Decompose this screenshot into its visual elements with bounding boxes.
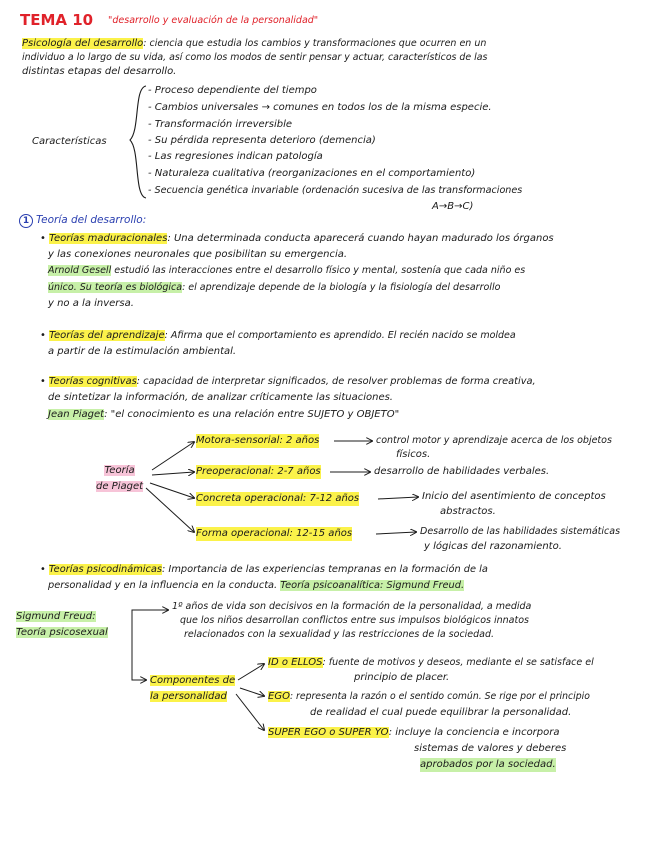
ego-text1: : representa la razón o el sentido común. Se rige por el principio: [289, 691, 590, 702]
stage-2-name: Preoperacional: 2-7 años: [196, 466, 321, 477]
psicodinamicas-text1: : Importancia de las experiencias tempranas en la formación de la: [162, 564, 488, 575]
stage-4-desc1: Desarrollo de las habilidades sistemáticas: [420, 526, 621, 537]
gesell-text: estudió las interacciones entre el desarrollo físico y mental, sostenía que cada niño es: [114, 265, 526, 276]
psicodinamicas-text2: personalidad y en la influencia en la conducta.: [48, 580, 278, 591]
componentes-line2: la personalidad: [150, 691, 227, 702]
stage-1-desc2: físicos.: [396, 449, 431, 460]
caracteristicas-label: Características: [32, 136, 107, 147]
caracteristicas-brace: [130, 86, 146, 198]
super-text1: : incluye la conciencia e incorpora: [388, 727, 560, 738]
maduracionales-text1: : Una determinada conducta aparecerá cuando hayan madurado los órganos: [167, 233, 554, 244]
intro-line1: : ciencia que estudia los cambios y transformaciones que ocurren en un: [143, 38, 487, 49]
cognitivas-term: Teorías cognitivas: [48, 376, 137, 387]
section-number: 1: [22, 216, 30, 226]
caracteristica-1: - Proceso dependiente del tiempo: [148, 85, 317, 96]
aprendizaje-text1: : Afirma que el comportamiento es aprendido. El recién nacido se moldea: [164, 330, 516, 341]
caracteristica-5: - Las regresiones indican patología: [148, 151, 323, 162]
piaget-quote: : "el conocimiento es una relación entre SUJETO y OBJETO": [104, 409, 400, 420]
point1-line3: relacionados con la sexualidad y las restricciones de la sociedad.: [184, 629, 495, 640]
aprendizaje-term: Teorías del aprendizaje: [49, 330, 165, 341]
stage-4-name: Forma operacional: 12-15 años: [196, 528, 353, 539]
componentes-line1: Componentes de: [150, 675, 236, 686]
id-line2: principio de placer.: [354, 672, 450, 683]
stage-3-desc2: abstractos.: [440, 506, 496, 517]
super-line3: aprobados por la sociedad.: [420, 759, 556, 770]
point1-line1: 1º años de vida son decisivos en la formación de la personalidad, a medida: [172, 601, 532, 612]
arrow-to-stage-1: [152, 442, 194, 470]
intro-line3: distintas etapas del desarrollo.: [22, 66, 177, 77]
gesell-name: Arnold Gesell: [48, 265, 112, 276]
maduracionales-line2: y las conexiones neuronales que posibilitan su emergencia.: [48, 249, 348, 260]
caracteristica-2: - Cambios universales → comunes en todos los de la misma especie.: [148, 102, 492, 113]
caracteristica-4: - Su pérdida representa deterioro (demencia): [148, 135, 376, 146]
caracteristica-3: - Transformación irreversible: [148, 119, 293, 130]
stage-1-desc1: control motor y aprendizaje acerca de los objetos: [376, 435, 612, 446]
section-title: Teoría del desarrollo:: [36, 214, 147, 226]
maduracionales-line5: y no a la inversa.: [48, 298, 134, 309]
teoria-piaget-line2: de Piaget: [96, 481, 144, 492]
tema-title: TEMA 10: [20, 11, 94, 29]
arrow-to-stage-3: [150, 483, 194, 498]
caracteristica-sequence: A→B→C): [432, 201, 474, 212]
maduracionales-text4: : el aprendizaje depende de la biología y la fisiología del desarrollo: [182, 282, 501, 293]
psicodinamicas-term: Teorías psicodinámicas: [48, 564, 163, 575]
stage-4-desc2: y lógicas del razonamiento.: [424, 541, 562, 552]
point1-line2: que los niños desarrollan conflictos entre sus impulsos biológicos innatos: [180, 615, 529, 626]
cognitivas-text1: : capacidad de interpretar significados, de resolver problemas de forma creativa,: [136, 376, 536, 387]
arrow-stage-3-desc: [378, 497, 418, 499]
intro-term: Psicología del desarrollo: [22, 38, 144, 49]
cognitivas-line1: • Teorías cognitivas: capacidad de interpretar significados, de resolver problemas de forma creativa,: [40, 376, 536, 387]
aprendizaje-line1: • Teorías del aprendizaje: Afirma que el comportamiento es aprendido. El recién nacido se moldea: [40, 330, 516, 341]
stage-2-desc1: desarrollo de habilidades verbales.: [374, 466, 550, 477]
aprendizaje-line2: a partir de la estimulación ambiental.: [48, 346, 237, 357]
cognitivas-line2: de sintetizar la información, de analizar críticamente las situaciones.: [48, 392, 393, 403]
freud-label-1: Sigmund Freud:: [16, 611, 96, 622]
freud-label-2: Teoría psicosexual: [16, 627, 108, 638]
id-term: ID o ELLOS: [268, 657, 323, 668]
arrow-to-stage-4: [146, 488, 194, 532]
psicodinamicas-line1: • Teorías psicodinámicas: Importancia de las experiencias tempranas en la formación de la: [40, 564, 488, 575]
tema-subtitle: "desarrollo y evaluación de la personalidad": [108, 15, 319, 26]
arrow-to-id: [238, 664, 264, 680]
maduracionales-term: Teorías maduracionales: [49, 233, 168, 244]
arrow-to-stage-2: [152, 472, 194, 475]
ego-term: EGO: [268, 691, 290, 702]
teoria-psicoanalitica: Teoría psicoanalítica: Sigmund Freud.: [280, 580, 465, 591]
piaget-name: Jean Piaget: [48, 409, 105, 420]
freud-tree-down: [132, 622, 146, 680]
freud-tree-trunk: [132, 610, 168, 622]
id-text1: : fuente de motivos y deseos, mediante el se satisface el: [322, 657, 594, 668]
ego-line2: de realidad el cual puede equilibrar la personalidad.: [310, 707, 572, 718]
maduracionales-line1: • Teorías maduracionales: Una determinada conducta aparecerá cuando hayan madurado los órganos: [40, 233, 554, 244]
teoria-biologica: único. Su teoría es biológica: [48, 282, 183, 293]
stage-3-desc1: Inicio del asentimiento de conceptos: [422, 491, 606, 502]
caracteristica-7: - Secuencia genética invariable (ordenación sucesiva de las transformaciones: [148, 185, 523, 196]
arrow-stage-4-desc: [376, 532, 416, 534]
super-line2: sistemas de valores y deberes: [414, 743, 567, 754]
stage-3-name: Concreta operacional: 7-12 años: [196, 493, 360, 504]
caracteristica-6: - Naturaleza cualitativa (reorganizaciones en el comportamiento): [148, 168, 476, 179]
arrow-to-super: [236, 694, 264, 730]
arrow-to-ego: [240, 688, 264, 696]
super-term: SUPER EGO o SUPER YO: [268, 727, 389, 738]
intro-line2: individuo a lo largo de su vida, así como los modos de sentir pensar y actuar, característicos de las: [22, 52, 488, 63]
teoria-piaget-line1: Teoría: [104, 465, 135, 476]
stage-1-name: Motora-sensorial: 2 años: [196, 435, 320, 446]
